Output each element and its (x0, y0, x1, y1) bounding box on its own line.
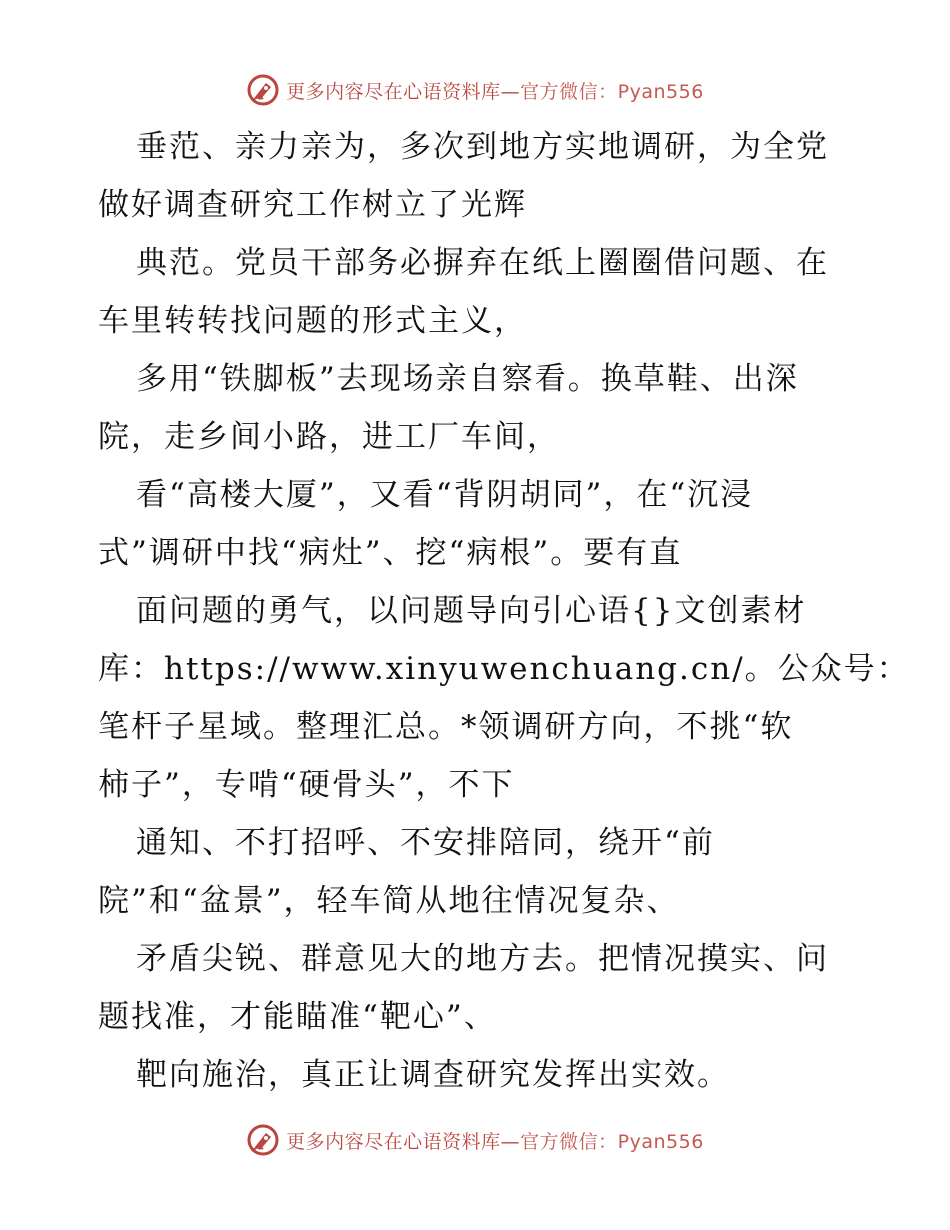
footer-banner (0, 1122, 950, 1158)
footer-banner-dash: — (500, 1130, 521, 1153)
document-body (98, 118, 910, 1104)
footer-banner-text (286, 1127, 704, 1154)
body-line: 院，走乡间小路，进工厂车间， (98, 419, 560, 455)
body-line: 院”和“盆景”，轻车简从地往情况复杂、 (98, 883, 680, 919)
body-line: 库：https://www.xinyuwenchuang.cn/。公众号： (98, 651, 910, 687)
footer-banner-wechat: 官方微信：Pyan556 (520, 1130, 704, 1153)
body-line: 做好调查研究工作树立了光辉 (98, 187, 527, 223)
body-line: 柿子”，专啃“硬骨头”，不下 (98, 767, 515, 803)
header-banner-dash: — (500, 80, 521, 103)
body-line: 典范。党员干部务必摒弃在纸上圈圈借问题、在 (136, 245, 829, 281)
body-line: 多用“铁脚板”去现场亲自察看。换草鞋、出深 (136, 361, 799, 397)
body-line: 面问题的勇气，以问题导向引心语{}文创素材 (136, 593, 807, 629)
pen-nib-logo-icon (246, 1123, 280, 1157)
body-line: 看“高楼大厦”，又看“背阴胡同”，在“沉浸 (136, 477, 754, 513)
footer-banner-main: 更多内容尽在心语资料库 (286, 1130, 501, 1153)
body-line: 矛盾尖锐、群意见大的地方去。把情况摸实、问 (136, 941, 829, 977)
body-line: 通知、不打招呼、不安排陪同，绕开“前 (136, 825, 715, 861)
body-line: 靶向施治，真正让调查研究发挥出实效。 (136, 1057, 730, 1093)
header-banner-main: 更多内容尽在心语资料库 (286, 80, 501, 103)
body-line: 题找准，才能瞄准“靶心”、 (98, 999, 497, 1035)
pen-nib-logo-icon (246, 73, 280, 107)
header-banner-text (286, 77, 704, 104)
body-line: 式”调研中找“病灶”、挖“病根”。要有直 (98, 535, 683, 571)
body-line: 车里转转找问题的形式主义， (98, 303, 527, 339)
body-line: 垂范、亲力亲为，多次到地方实地调研，为全党 (136, 129, 829, 165)
header-banner (0, 72, 950, 108)
body-line: 笔杆子星域。整理汇总。*领调研方向，不挑“软 (98, 709, 794, 745)
header-banner-wechat: 官方微信：Pyan556 (520, 80, 704, 103)
